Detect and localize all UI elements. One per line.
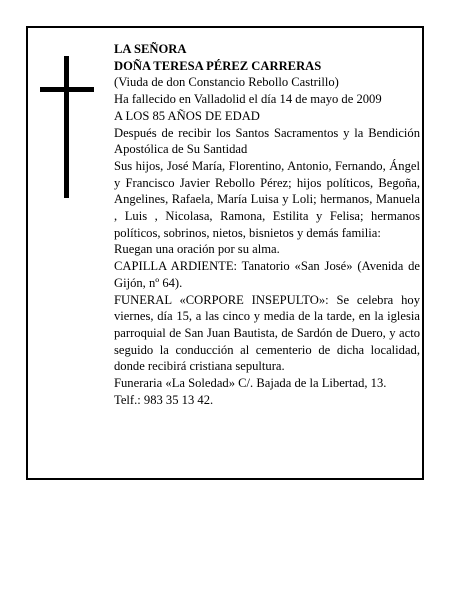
cross-icon [40, 56, 94, 198]
notice-text [114, 41, 420, 408]
family-paragraph: Sus hijos, José María, Florentino, Antonio, Fernando, Ángel y Francisco Javier Rebollo Pérez; hijos políticos, Begoña, Angelines, Rafaela, María Luisa y Loli; hermanos, Manuela , Luis , Nicolasa, Ramona, Estilita y Felisa; hermanos políticos, sobrinos, nietos, bisnietos y demás familia: [114, 158, 420, 240]
cross-vertical-bar [64, 56, 69, 198]
notice-heading: LA SEÑORA [114, 42, 187, 56]
funeral-home-line: Funeraria «La Soledad» C/. Bajada de la Libertad, 13. [114, 376, 387, 391]
obituary-notice [26, 26, 424, 480]
death-line: Ha fallecido en Valladolid el día 14 de mayo de 2009 [114, 92, 382, 107]
funeral-paragraph: FUNERAL «CORPORE INSEPULTO»: Se celebra hoy viernes, día 15, a las cinco y media de la tarde, en la iglesia parroquial de San Juan Bautista, de Sardón de Duero, y acto seguido la conducción al cementerio de dicha localidad, donde recibirá cristiana sepultura. [114, 292, 420, 374]
chapel-paragraph: CAPILLA ARDIENTE: Tanatorio «San José» (Avenida de Gijón, nº 64). [114, 259, 420, 290]
widow-of-line: (Viuda de don Constancio Rebollo Castrillo) [114, 75, 339, 90]
age-line: A LOS 85 AÑOS DE EDAD [114, 108, 260, 123]
phone-line: Telf.: 983 35 13 42. [114, 392, 214, 407]
deceased-name: DOÑA TERESA PÉREZ CARRERAS [114, 58, 322, 73]
sacraments-paragraph: Después de recibir los Santos Sacramentos y la Bendición Apostólica de Su Santidad [114, 125, 420, 157]
cross-horizontal-bar [40, 87, 94, 92]
prayer-line: Ruegan una oración por su alma. [114, 242, 280, 257]
